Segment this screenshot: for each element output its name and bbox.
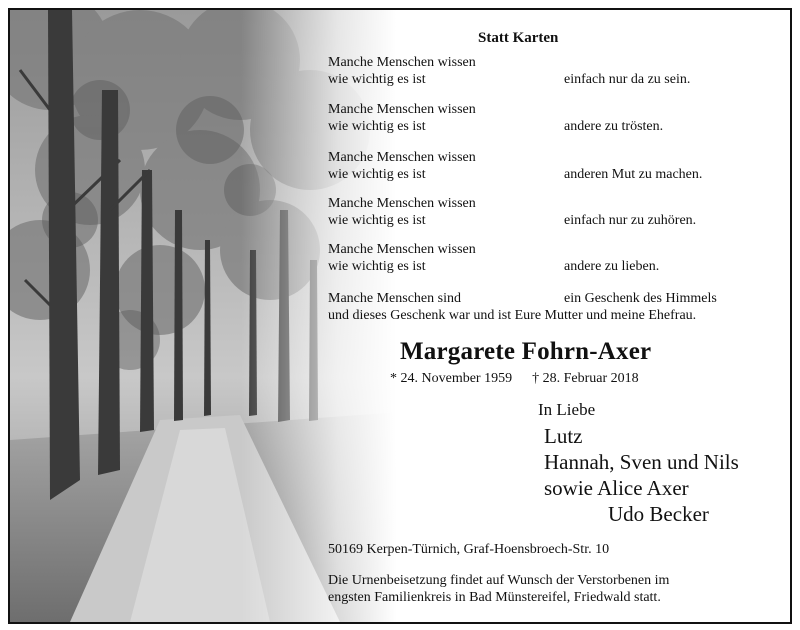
stanza (328, 54, 778, 88)
stanza-right: andere zu lieben. (564, 259, 660, 274)
stanza-line: Manche Menschen wissen (328, 242, 476, 257)
stanza-right: einfach nur zu zuhören. (564, 213, 697, 228)
obituary-card (8, 8, 792, 624)
final-line2: und dieses Geschenk war und ist Eure Mutter und meine Ehefrau. (328, 308, 697, 323)
signature-line: Hannah, Sven und Nils (544, 450, 739, 474)
stanza (328, 149, 778, 183)
stanza (328, 195, 778, 229)
signature-line: Udo Becker (608, 502, 709, 526)
signature-line: sowie Alice Axer (544, 476, 689, 500)
final-right: ein Geschenk des Himmels (564, 291, 717, 306)
in-liebe: In Liebe (538, 400, 596, 419)
stanza-line: wie wichtig es ist (328, 259, 426, 274)
birth-date: * 24. November 1959 (390, 371, 513, 386)
stanza-line: wie wichtig es ist (328, 213, 426, 228)
burial-notice (328, 572, 788, 606)
stanza-line: Manche Menschen wissen (328, 196, 476, 211)
stanza (328, 101, 778, 135)
stanza-right: anderen Mut zu machen. (564, 167, 703, 182)
stanza-line: wie wichtig es ist (328, 72, 426, 87)
obituary-text (328, 10, 788, 622)
stanza-line: wie wichtig es ist (328, 167, 426, 182)
stanza-right: andere zu trösten. (564, 119, 664, 134)
stanza-line: Manche Menschen wissen (328, 150, 476, 165)
notice-line: Die Urnenbeisetzung findet auf Wunsch der Verstorbenen im (328, 573, 670, 588)
notice-line: engsten Familienkreis in Bad Münstereifel, Friedwald statt. (328, 590, 661, 605)
stanza-line: wie wichtig es ist (328, 119, 426, 134)
address: 50169 Kerpen-Türnich, Graf-Hoensbroech-Str. 10 (328, 542, 610, 557)
final-left: Manche Menschen sind (328, 291, 461, 306)
final-stanza (328, 290, 788, 324)
stanza-line: Manche Menschen wissen (328, 55, 476, 70)
heading: Statt Karten (478, 30, 559, 46)
stanza-right: einfach nur da zu sein. (564, 72, 691, 87)
life-dates (390, 371, 639, 387)
deceased-name: Margarete Fohrn-Axer (400, 338, 652, 365)
stanza-line: Manche Menschen wissen (328, 102, 476, 117)
death-date: † 28. Februar 2018 (532, 371, 639, 386)
signature-line: Lutz (544, 424, 583, 448)
stanza (328, 241, 778, 275)
